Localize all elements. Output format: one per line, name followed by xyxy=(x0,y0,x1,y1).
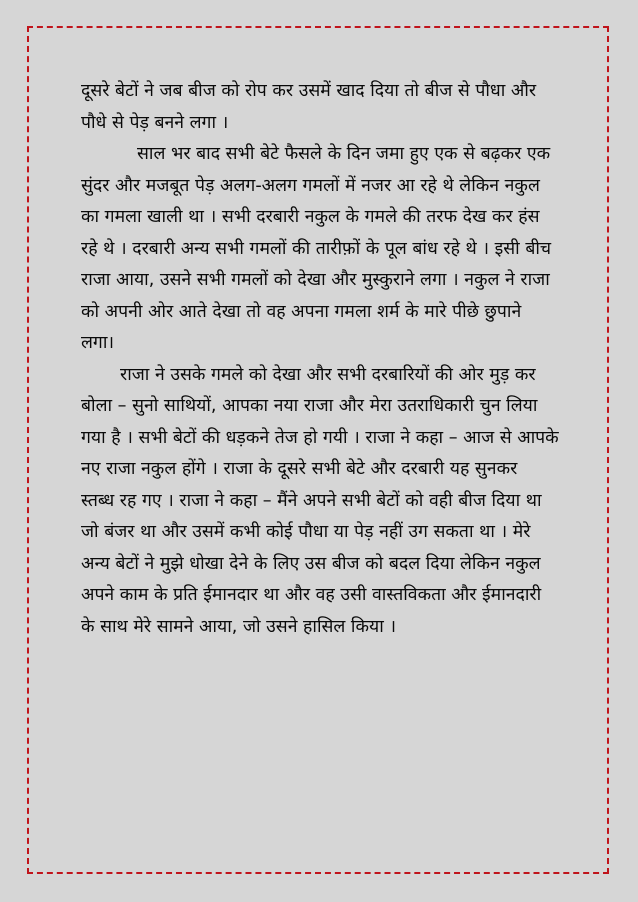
story-text xyxy=(81,76,571,643)
text-line: नए राजा नकुल होंगे । राजा के दूसरे सभी बेटे और दरबारी यह सुनकर xyxy=(81,459,518,479)
text-line: जो बंजर था और उसमें कभी कोई पौधा या पेड़ नहीं उग सकता था । मेरे xyxy=(81,522,531,542)
text-line: अन्य बेटों ने मुझे धोखा देने के लिए उस बीज को बदल दिया लेकिन नकुल xyxy=(81,553,541,574)
text-line: स्तब्ध रह गए । राजा ने कहा – मैंने अपने सभी बेटों को वही बीज दिया था xyxy=(81,490,542,511)
text-line: के साथ मेरे सामने आया, जो उसने हासिल किया । xyxy=(81,616,397,637)
text-line: सुंदर और मजबूत पेड़ अलग-अलग गमलों में नजर आ रहे थे लेकिन नकुल xyxy=(81,175,540,196)
paragraph-first-line: साल भर बाद सभी बेटे फैसले के दिन जमा हुए एक से बढ़कर एक xyxy=(137,144,551,164)
text-line: अपने काम के प्रति ईमानदार था और वह उसी वास्तविकता और ईमानदारी xyxy=(81,585,542,605)
text-line: गया है । सभी बेटों की धड़कने तेज हो गयी । राजा ने कहा – आज से आपके xyxy=(81,427,559,448)
text-line: का गमला खाली था । सभी दरबारी नकुल के गमले की तरफ देख कर हंस xyxy=(81,207,540,227)
text-line: राजा आया, उसने सभी गमलों को देखा और मुस्कुराने लगा । नकुल ने राजा xyxy=(81,270,550,290)
text-line: पौधे से पेड़ बनने लगा । xyxy=(81,112,229,133)
text-line: को अपनी ओर आते देखा तो वह अपना गमला शर्म के मारे पीछे छुपाने xyxy=(81,301,522,322)
paragraph-first-line: राजा ने उसके गमले को देखा और सभी दरबारियों की ओर मुड़ कर xyxy=(120,364,536,385)
text-line: लगा। xyxy=(81,333,115,353)
text-line: बोला – सुनो साथियों, आपका नया राजा और मेरा उतराधिकारी चुन लिया xyxy=(81,396,538,416)
text-line: रहे थे । दरबारी अन्य सभी गमलों की तारीफ़ों के पूल बांध रहे थे । इसी बीच xyxy=(81,238,552,259)
text-line: दूसरे बेटों ने जब बीज को रोप कर उसमें खाद दिया तो बीज से पौधा और xyxy=(81,81,537,101)
